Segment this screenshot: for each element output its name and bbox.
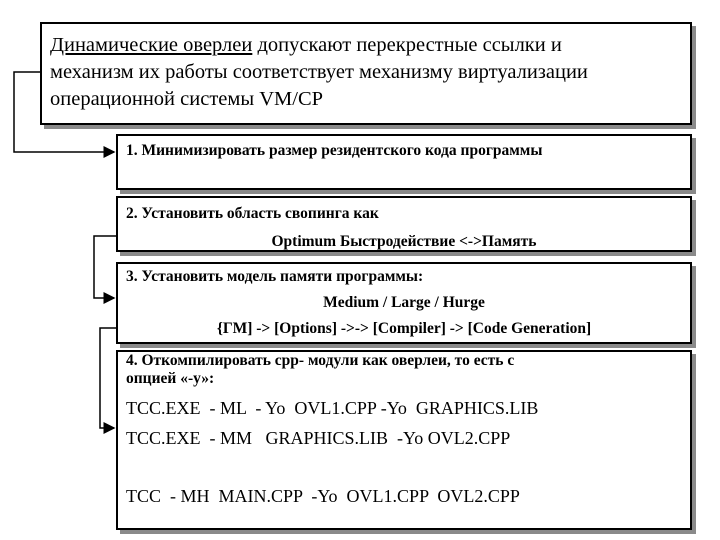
step-4-line-1: 4. Откомпилировать cpp- модули как оверлеи, то есть с [126, 352, 515, 369]
main-line-2: механизм их работы соответствует механизму виртуализации [50, 61, 588, 83]
main-line-1 [50, 32, 682, 59]
step-3-box [116, 262, 692, 344]
step-1-box [116, 134, 692, 190]
step-4-line-2: опцией «-у»: [126, 370, 215, 387]
step-2-box [116, 196, 692, 252]
command-line-1: TCC.EXE - ML - Yo OVL1.CPP -Yo GRAPHICS.LIB [126, 398, 539, 418]
arrow-step2-to-step3 [94, 236, 116, 298]
main-line-3: операционной системы VM/CP [50, 88, 324, 110]
step-3-line-3: {ГМ] -> [Options] ->-> [Compiler] -> [Code Generation] [216, 320, 592, 337]
step-2-line-1: 2. Установить область свопинга как [126, 205, 379, 222]
step-2-line-2: Optimum Быстродействие <->Память [271, 233, 537, 250]
arrow-step3-to-step4 [100, 328, 116, 428]
step-3-line-2: Medium / Large / Hurge [323, 294, 485, 311]
step-4-box [116, 350, 692, 530]
main-line-1-rest: допускают перекрестные ссылки и [252, 34, 562, 56]
command-line-3: TCC - MH MAIN.CPP -Yo OVL1.CPP OVL2.CPP [126, 486, 520, 506]
command-line-2: TCC.EXE - MM GRAPHICS.LIB -Yo OVL2.CPP [126, 428, 511, 448]
main-highlight: Динамические оверлеи [50, 34, 253, 56]
step-3-line-1: 3. Установить модель памяти программы: [126, 268, 424, 285]
step-1-text: 1. Минимизировать размер резидентского кода программы [126, 142, 543, 159]
main-statement-box [40, 22, 692, 125]
